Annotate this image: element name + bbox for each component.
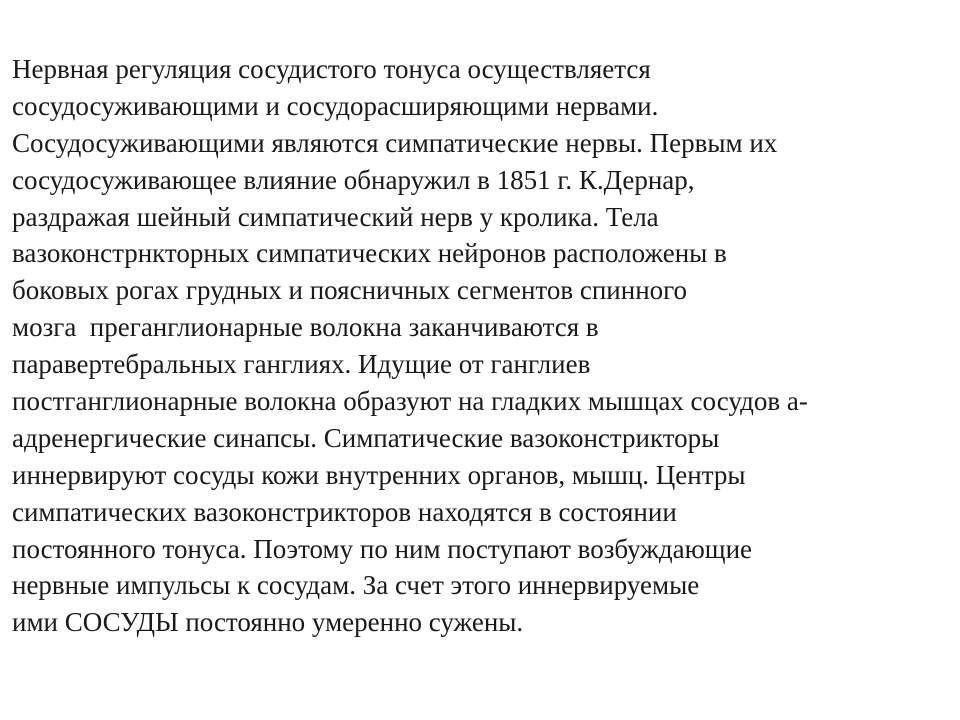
text-line: сосудосуживающее влияние обнаружил в 1851 г. К.Дернар,	[12, 164, 695, 195]
text-line: адренергические синапсы. Симпатические вазоконстрикторы	[12, 422, 720, 453]
text-line: раздражая шейный симпатический нерв у кролика. Тела	[12, 201, 659, 232]
text-line: Сосудосуживающими являются симпатические нервы. Первым их	[12, 127, 778, 158]
text-line: иннервируют сосуды кожи внутренних органов, мышц. Центры	[12, 459, 746, 490]
text-line: вазоконстрнкторных симпатических нейронов расположены в	[12, 238, 727, 269]
text-line: ими СОСУДЫ постоянно умеренно сужены.	[12, 607, 524, 638]
text-line: паравертебральных ганглиях. Идущие от ганглиев	[12, 349, 591, 380]
body-text	[12, 51, 957, 641]
text-line: мозга преганглионарные волокна заканчиваются в	[12, 312, 599, 343]
text-line: сосудосуживающими и сосудорасширяющими нервами.	[12, 90, 659, 121]
text-line: Нервная регуляция сосудистого тонуса осуществляется	[12, 54, 651, 84]
text-line: нервные импульсы к сосудам. За счет этого иннервируемые	[12, 570, 700, 601]
text-line: постганглионарные волокна образуют на гладких мышцах сосудов а-	[12, 386, 808, 417]
text-line: боковых рогах грудных и поясничных сегментов спинного	[12, 275, 688, 306]
text-line: симпатических вазоконстрикторов находятся в состоянии	[12, 496, 677, 527]
text-line: постоянного тонуса. Поэтому по ним поступают возбуждающие	[12, 533, 753, 564]
